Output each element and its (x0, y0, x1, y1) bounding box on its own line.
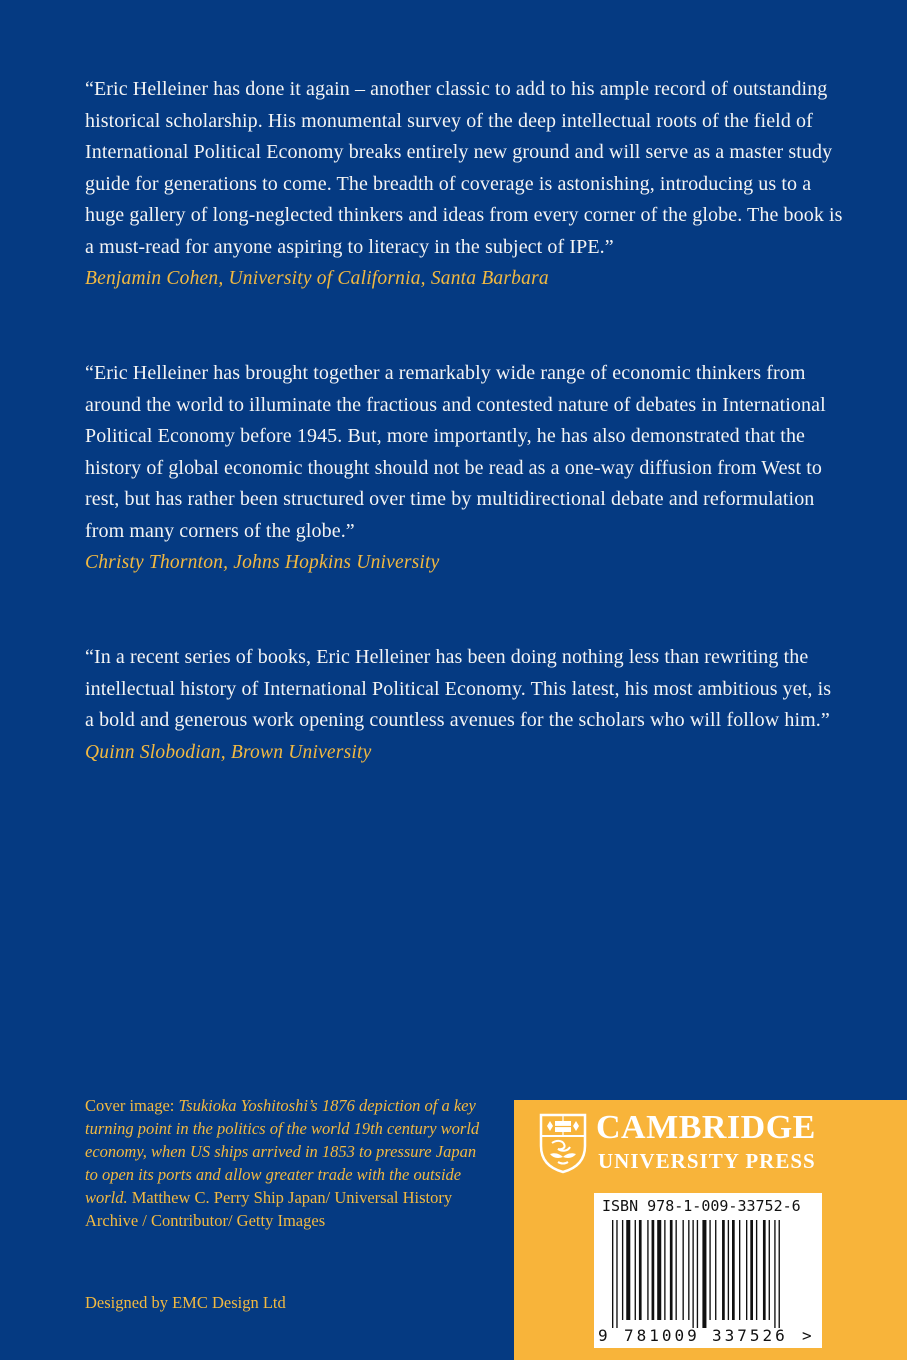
cambridge-crest-icon (538, 1112, 588, 1174)
barcode-bar (676, 1220, 677, 1320)
barcode-bar (626, 1220, 630, 1320)
barcode-bar (756, 1220, 757, 1320)
publisher-press: UNIVERSITY PRESS (598, 1149, 816, 1173)
credit-source: Matthew C. Perry Ship Japan/ Universal History Archive / Contributor/ Getty Images (85, 1188, 453, 1230)
barcode-bar (728, 1220, 729, 1320)
publisher-name: CAMBRIDGE (596, 1109, 816, 1146)
barcode-bar (769, 1220, 770, 1320)
barcode-bar (616, 1220, 617, 1328)
barcode-bar (746, 1220, 747, 1320)
barcode-bar (688, 1220, 689, 1320)
barcode-bar (664, 1220, 665, 1320)
quote-text: “Eric Helleiner has brought together a remarkably wide range of economic thinkers from around the world to illuminate the fractious and contested nature of debates in International Political Economy before 1945. But, more importantly, he has also demonstrated that the history of global economic thought should not be read as a one-way diffusion from West to rest, but has rather been structured over time by multidirectional debate and reformulation from many corners of the globe.” (85, 362, 826, 542)
barcode-bar (732, 1220, 735, 1320)
barcode-bar (622, 1220, 623, 1320)
barcode-bar (683, 1220, 684, 1320)
barcode-bar (709, 1220, 710, 1320)
quote-text: “Eric Helleiner has done it again – another classic to add to his ample record of outstanding historical scholarship. His monumental survey of the deep intellectual roots of the field of International Political Economy breaks entirely new ground and will serve as a master study guide for generations to come. The breadth of coverage is astonishing, introducing us to a huge gallery of long-neglected thinkers and ideas from every corner of the globe. The book is a must-read for anyone aspiring to literacy in the subject of IPE.” (85, 78, 843, 258)
barcode-bars (594, 1220, 822, 1332)
barcode-digit-prefix: 9 (598, 1326, 608, 1345)
isbn-label: ISBN 978-1-009-33752-6 (602, 1197, 801, 1215)
barcode-bar (779, 1220, 780, 1328)
quote-attribution: Quinn Slobodian, Brown University (85, 741, 372, 763)
barcode-bar (697, 1220, 698, 1328)
credit-description: Tsukioka Yoshitoshi’s 1876 depiction of a key turning point in the politics of the world 19th century world economy, when US ships arrived in 1853 to pressure Japan to open its ports and allow greater trade with the outside world. (85, 1096, 480, 1207)
barcode-quiet-zone-marker: > (802, 1326, 812, 1345)
barcode-bar (774, 1220, 775, 1328)
barcode-bar (692, 1220, 693, 1328)
review-quote-1 (85, 74, 845, 295)
designer-credit: Designed by EMC Design Ltd (85, 1293, 286, 1312)
barcode-bar (647, 1220, 648, 1320)
cover-image-credit (85, 1094, 485, 1232)
credit-lead: Cover image: (85, 1096, 179, 1115)
barcode-bar (739, 1220, 740, 1320)
barcode-digits-left: 781009 (624, 1326, 700, 1345)
barcode-digits-right: 337526 (712, 1326, 788, 1345)
barcode-bar (612, 1220, 613, 1328)
barcode-bar (635, 1220, 636, 1320)
quote-text: “In a recent series of books, Eric Helleiner has been doing nothing less than rewriting the intellectual history of International Political Economy. This latest, his most ambitious yet, is a bold and generous work opening countless avenues for the scholars who will follow him.” (85, 646, 832, 731)
publisher-panel (514, 1100, 907, 1360)
barcode-bar (639, 1220, 642, 1320)
quote-attribution: Christy Thornton, Johns Hopkins University (85, 552, 440, 573)
barcode-bar (670, 1220, 673, 1320)
isbn-barcode (594, 1193, 822, 1348)
barcode-bar (763, 1220, 766, 1320)
barcode-bar (652, 1220, 655, 1320)
barcode-bar (702, 1220, 706, 1328)
review-quote-2 (85, 358, 845, 579)
quote-attribution: Benjamin Cohen, University of California, Santa Barbara (85, 268, 549, 289)
barcode-bar (657, 1220, 661, 1320)
review-quote-3 (85, 642, 845, 768)
barcode-bar (722, 1220, 725, 1320)
barcode-bar (750, 1220, 753, 1320)
barcode-bar (715, 1220, 716, 1320)
